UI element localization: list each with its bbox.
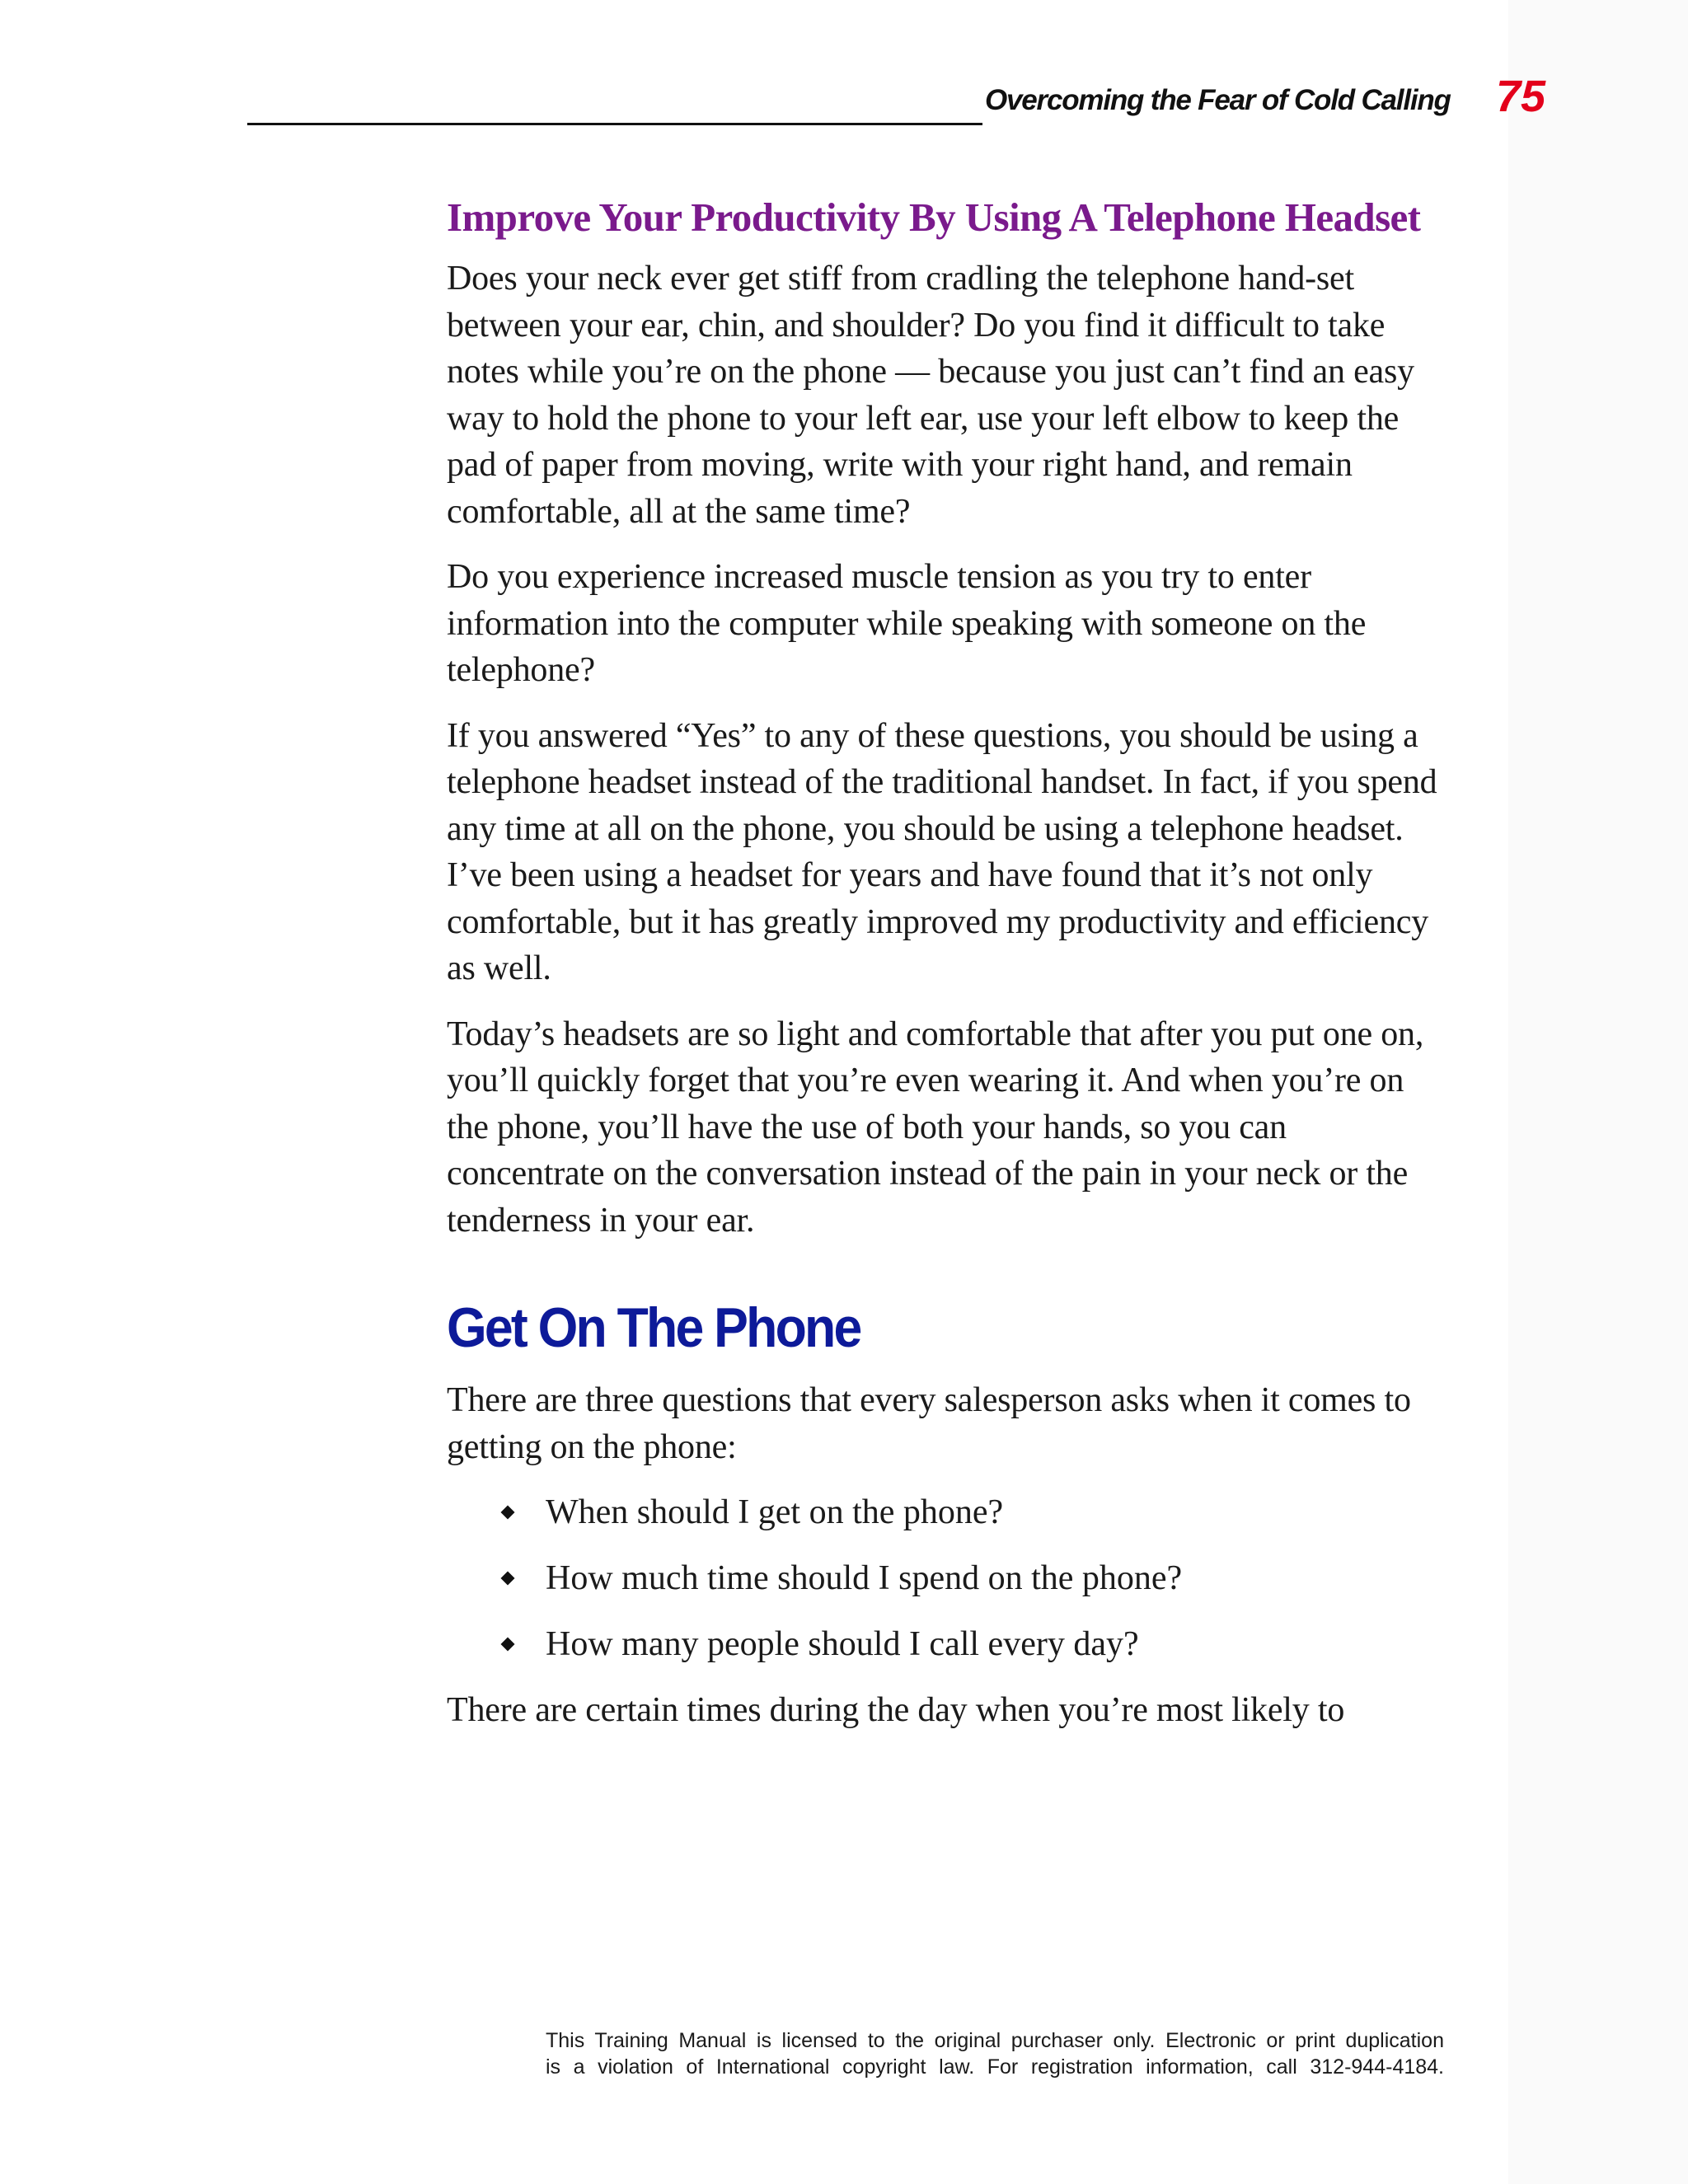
list-item: [447, 1621, 1452, 1668]
section-paragraph-3: If you answered “Yes” to any of these questions, you should be using a telephone headset instead of the traditional handset. In fact, if you spend any time at all on the phone, you should be using a telephone headset. I’ve been using a headset for years and have found that it’s not only comfortable, but it has greatly improved my productivity and efficiency as well.: [447, 716, 1437, 987]
running-header: [247, 72, 1566, 142]
header-rule: [247, 123, 982, 125]
list-item: [447, 1489, 1452, 1536]
question-list: [447, 1489, 1452, 1668]
license-notice-line-1: This Training Manual is licensed to the original purchaser only. Electronic or print duplication: [546, 2029, 1444, 2052]
page-edge-shade: [1508, 0, 1688, 2184]
chapter-intro: There are three questions that every salesperson asks when it comes to getting on the phone:: [447, 1381, 1411, 1466]
list-item-text: How much time should I spend on the phone?: [546, 1559, 1183, 1597]
section-paragraph-4: Today’s headsets are so light and comfortable that after you put one on, you’ll quickly forget that you’re even wearing it. And when you’re on the phone, you’ll have the use of both your hands, so you can concentrate on the conversation instead of the pain in your neck or the tenderness in your ear.: [447, 1015, 1424, 1240]
section-paragraph-2: Do you experience increased muscle tension as you try to enter information into the computer while speaking with someone on the telephone?: [447, 558, 1367, 689]
list-item: [447, 1555, 1452, 1602]
main-content: [447, 191, 1452, 1753]
page-number: 75: [1496, 72, 1546, 121]
diamond-bullet-icon: [501, 1638, 515, 1652]
section-heading: Improve Your Productivity By Using A Telephone Headset: [447, 194, 1421, 240]
list-item-text: How many people should I call every day?: [546, 1625, 1139, 1663]
license-notice-line-2: is a violation of International copyright law. For registration information, call 312-944-4184.: [546, 2055, 1444, 2079]
running-title: Overcoming the Fear of Cold Calling: [985, 84, 1451, 116]
chapter-closing-text: There are certain times during the day when you’re most likely to: [447, 1691, 1345, 1729]
diamond-bullet-icon: [501, 1572, 515, 1586]
section-paragraph-1: Does your neck ever get stiff from cradling the telephone hand-set between your ear, chin, and shoulder? Do you find it difficult to take notes while you’re on the phone — because you just can’t find an easy way to hold the phone to your left ear, use your left elbow to keep the pad of paper from moving, write with your right hand, and remain comfortable, all at the same time?: [447, 260, 1414, 531]
diamond-bullet-icon: [501, 1506, 515, 1520]
list-item-text: When should I get on the phone?: [546, 1493, 1004, 1531]
license-notice: [546, 2027, 1444, 2080]
chapter-heading: Get On The Phone: [447, 1296, 860, 1359]
